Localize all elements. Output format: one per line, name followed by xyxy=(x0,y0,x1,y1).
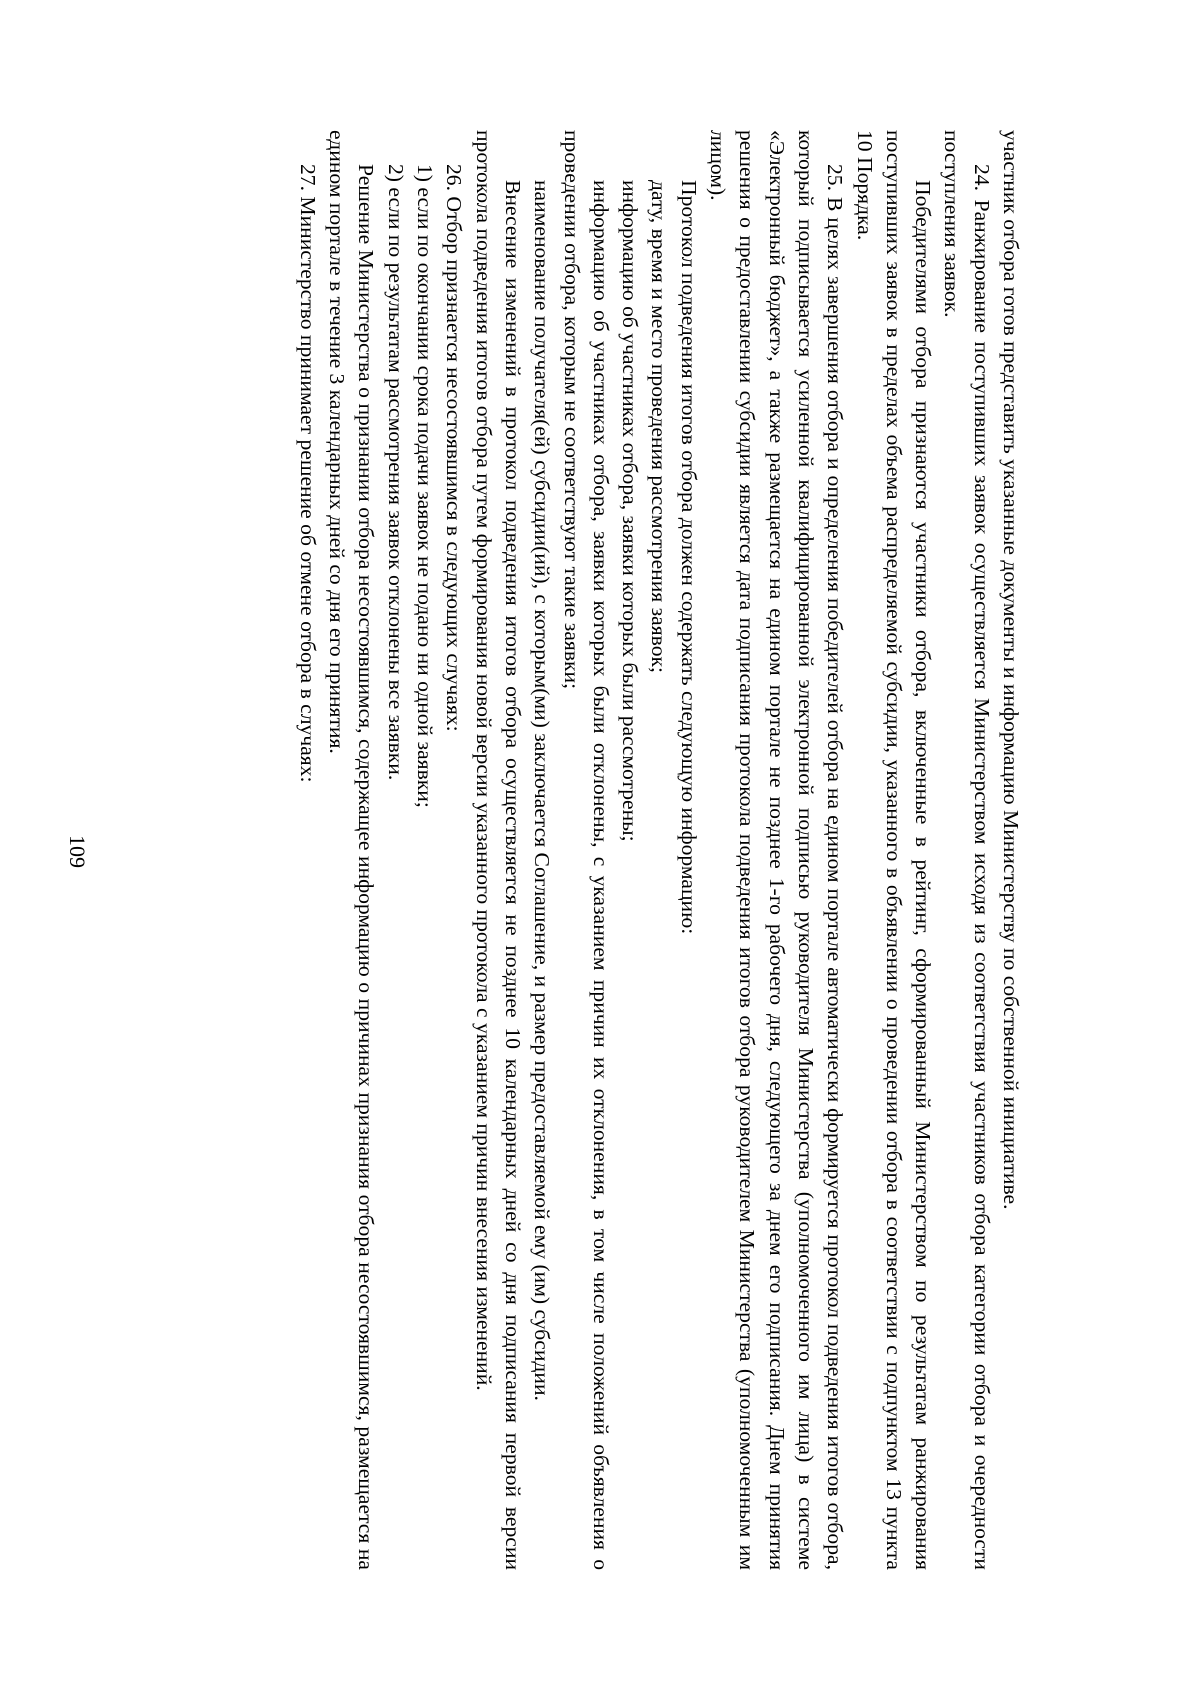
paragraph-14: 27. Министерство принимает решение об отмене отбора в случаях: xyxy=(295,164,320,783)
paragraph-3: 25. В целях завершения отбора и определения победителей отбора на едином портале автоматически формируется протокол подведения итогов отбора, который подписывается усиленной квалифицированной электронной подписью руководителя Министерства (уполномоченного им лица) в системе «Электронный бюджет», а также размещается на едином портале не позднее 1-го рабочего дня, следующего за днем его подписания. Днем принятия решения о предоставлении субсидии является дата подписания протокола подведения итогов отбора руководителем Министерства (уполномоченным им лицом). xyxy=(706,130,848,1570)
paragraph-10: 26. Отбор признается несостоявшимся в следующих случаях: xyxy=(442,164,467,732)
paragraph-2: Победителями отбора признаются участники отбора, включенные в рейтинг, сформированный Министерством по результатам ранжирования поступивших заявок в пределах объема распределяемой субсидии, указанного в объявлении о проведении отбора в соответствии с подпунктом 13 пункта 10 Порядка. xyxy=(852,130,936,1570)
paragraph-0: участник отбора готов представить указанные документы и информацию Министерству по собственной инициативе. xyxy=(999,130,1023,1210)
document-body-rotated xyxy=(175,130,1025,1570)
paragraph-9: Внесение изменений в протокол подведения итогов отбора осуществляется не позднее 10 календарных дней со дня подписания первой версии протокола подведения итогов отбора путем формирования новой версии указанного протокола с указанием причин внесения изменений. xyxy=(471,130,525,1570)
document-text xyxy=(175,130,1025,1570)
paragraph-4: Протокол подведения итогов отбора должен содержать следующую информацию: xyxy=(676,180,701,935)
paragraph-7: информацию об участниках отбора, заявки которых были отклонены, с указанием причин их отклонения, в том числе положений объявления о проведении отбора, которым не соответствуют такие заявки; xyxy=(559,130,613,1570)
paragraph-11: 1) если по окончании срока подачи заявок не подано ни одной заявки; xyxy=(413,164,438,808)
paragraph-5: дату, время и место проведения рассмотрения заявок; xyxy=(647,180,672,674)
paragraph-13: Решение Министерства о признании отбора несостоявшимся, содержащее информацию о причинах признания отбора несостоявшимся, размещается на едином портале в течение 3 календарных дней со дня его принятия. xyxy=(325,130,379,1570)
paragraph-8: наименование получателя(ей) субсидии(ий), с которым(ми) заключается Соглашение, и размер предоставляемой ему (им) субсидии. xyxy=(530,180,555,1401)
paragraph-6: информацию об участниках отбора, заявки которых были рассмотрены; xyxy=(618,180,643,842)
paragraph-12: 2) если по результатам рассмотрения заявок отклонены все заявки. xyxy=(383,164,408,781)
paragraph-1: 24. Ранжирование поступивших заявок осуществляется Министерством исходя из соответствия участников отбора категории отбора и очередности поступления заявок. xyxy=(940,130,994,1570)
page-number: 109 xyxy=(65,835,90,868)
